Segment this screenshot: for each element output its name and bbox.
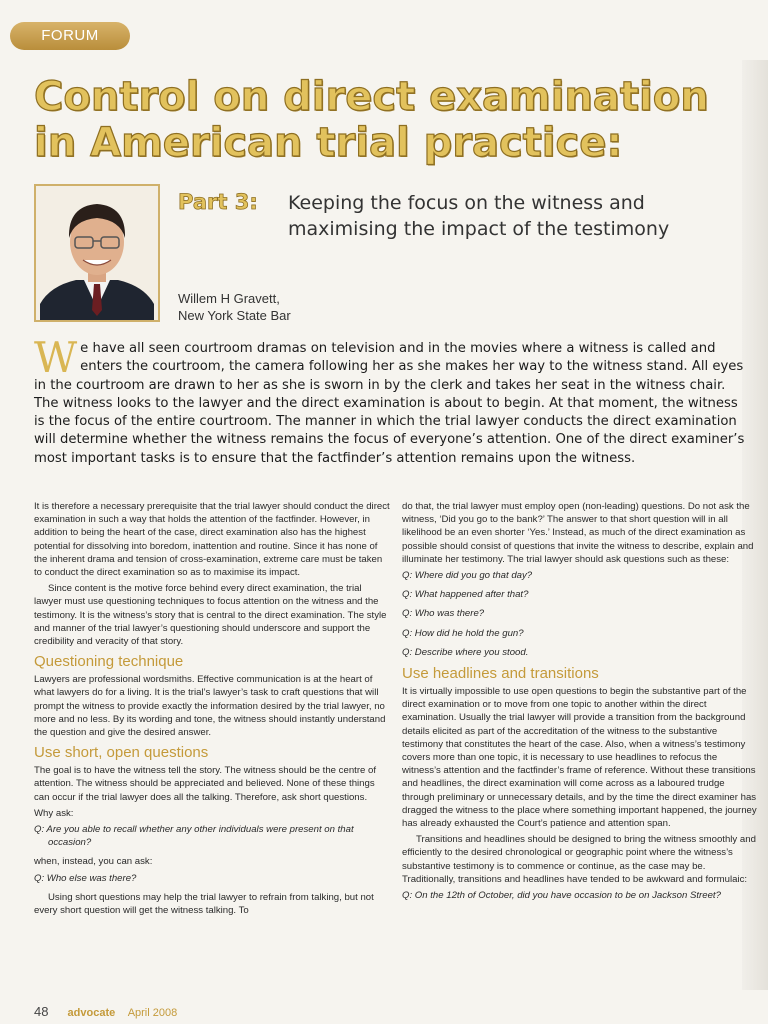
issue-date: April 2008 — [127, 1007, 178, 1019]
body-paragraph: Using short questions may help the trial lawyer to refrain from talking, but not every short question will get the witness talking. To — [34, 891, 374, 917]
example-question: Q: Who was there? — [402, 608, 485, 620]
intro-text: e have all seen courtroom dramas on television and in the movies where a witness is called and enters the courtroom, the camera following her as she makes her way to the witness stand. All eyes in the courtroom are drawn to her as she is sworn in by the clerk and takes her seat in the witness chair. The witness looks to the lawyer and the direct examination is about to begin. At that moment, the witness is the focus of the entire courtroom. The manner in which the trial lawyer conducts the direct examination will determine whether the witness remains the focus of everyone’s attention. One of the direct examiner’s most important tasks is to ensure that the factfinder’s attention remains upon the witness. — [34, 341, 745, 466]
author-portrait — [34, 184, 160, 322]
page-number: 48 — [34, 1004, 49, 1019]
example-question: Q: Where did you go that day? — [402, 570, 533, 582]
body-paragraph: The goal is to have the witness tell the story. The witness should be the centre of attention. The witness should be appreciated and believed. None of these things can occur if the trial lawyer does all the talking. Therefore, ask short questions. — [34, 765, 377, 803]
section-heading-short-open-questions: Use short, open questions — [34, 744, 209, 762]
section-badge: FORUM — [10, 22, 130, 50]
intro-paragraph — [34, 333, 748, 468]
page-footer — [34, 1004, 177, 1019]
publication-name: advocate — [67, 1007, 116, 1019]
right-column — [402, 500, 758, 908]
example-question: Q: How did he hold the gun? — [402, 627, 524, 639]
example-question: Q: Are you able to recall whether any other individuals were present on that occasion? — [34, 824, 354, 849]
author-byline — [178, 290, 291, 324]
body-paragraph: Since content is the motive force behind every direct examination, the trial lawyer must use questioning techniques to focus attention on the witness and the testimony. It is the witness’s story that is central to the direct examination. The style and manner of the trial lawyer’s questioning should underscore and support the credibility and veracity of that story. — [34, 583, 387, 648]
why-ask-line: Why ask: — [34, 807, 74, 819]
body-paragraph: Lawyers are professional wordsmiths. Effective communication is at the heart of what lawyers do for a living. It is the trial’s lawyer’s task to craft questions that will prompt the witness to provide exactly the information desired by the trial lawyer, no more and no less. By its wording and tone, the witness should instantly understand the question and give the desired answer. — [34, 674, 386, 739]
example-question: Q: What happened after that? — [402, 589, 529, 601]
body-paragraph: Transitions and headlines should be designed to bring the witness smoothly and efficiently to the desired chronological or geographic point where the witness’s substantive testimony is to commence or continue, as the case may be. Traditionally, transitions and headlines have tended to be awkward and formulaic: — [402, 834, 756, 885]
body-paragraph: It is therefore a necessary prerequisite that the trial lawyer should conduct the direct examination in such a way that holds the attention of the factfinder. However, in addition to being the heart of the case, direct examination also has the highest potential for dissolving into boredom, inattention and routine. Since it has none of the inherent drama and tension of cross-examination, extreme care must be taken to conduct the direct examination so as to maximise its impact. — [34, 501, 390, 579]
example-question: Q: Who else was there? — [34, 872, 137, 884]
part-label: Part 3: — [178, 190, 258, 214]
drop-cap: W — [34, 333, 78, 382]
body-paragraph: It is virtually impossible to use open questions to begin the substantive part of the direct examination or to move from one topic to another within the direct examination. Usually the trial lawyer will provide a transition from the background details elicited as part of the accreditation of the witness to the substantive testimony that constitutes the heart of the case. Also, when a witness’s testimony covers more than one topic, it is necessary to use headlines to refocus the witness’s attention and the factfinder’s frame of reference. Without these transitions and headlines, the direct examination will come across as a laboured trudge through preliminary or unnecessary details, and by the time the direct examiner has dragged the witness to the place where something important happened, the journey has already exhausted the Court’s patience and attention span. — [402, 686, 757, 830]
article-subtitle: Keeping the focus on the witness and maximising the impact of the testimony — [288, 192, 670, 240]
author-photo-icon — [36, 186, 158, 320]
author-name: Willem H Gravett, — [178, 291, 280, 306]
left-column — [34, 500, 390, 920]
author-affiliation: New York State Bar — [178, 308, 291, 323]
title-line-2: in American trial practice: — [34, 120, 623, 166]
body-paragraph: do that, the trial lawyer must employ open (non-leading) questions. Do not ask the witness, ‘Did you go to the bank?’ The answer to that short question will in all likelihood be an even shorter ‘Yes.’ Instead, as much of the direct examination as possible should consist of questions that invite the witness to describe, explain and illuminate her testimony. The trial lawyer should ask questions such as these: — [402, 501, 754, 565]
section-heading-questioning-technique: Questioning technique — [34, 653, 184, 671]
example-question: Q: On the 12th of October, did you have occasion to be on Jackson Street? — [402, 890, 721, 902]
article-title — [34, 74, 744, 166]
example-question: Q: Describe where you stood. — [402, 646, 529, 658]
title-line-1: Control on direct examination — [34, 74, 709, 120]
when-instead-line: when, instead, you can ask: — [34, 856, 153, 868]
section-heading-headlines-transitions: Use headlines and transitions — [402, 665, 599, 683]
